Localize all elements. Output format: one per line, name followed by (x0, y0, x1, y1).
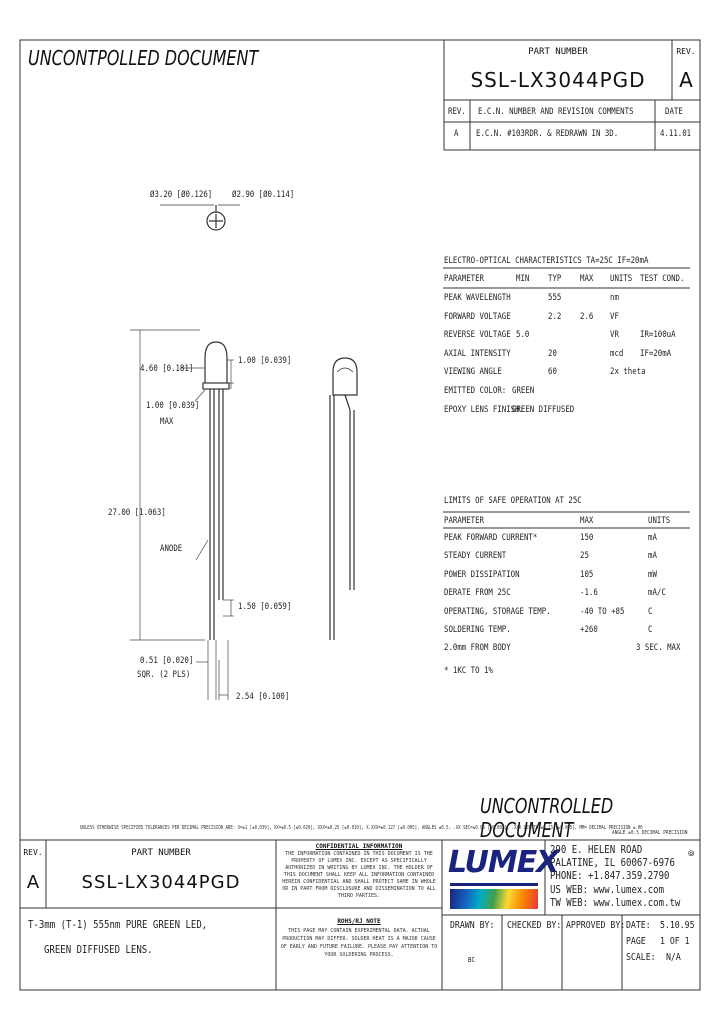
dim-100b: 1.00 [0.039] (146, 401, 200, 411)
eo-cell: VR (610, 330, 619, 341)
dim-150: 1.50 [0.059] (238, 602, 292, 612)
limits-cell: mA/C (648, 588, 666, 599)
anode-label: ANODE (160, 544, 183, 554)
eo-cell: 555 (548, 293, 562, 303)
limits-header-cell: UNITS (648, 516, 671, 526)
eo-cell: 5.0 (516, 330, 530, 341)
limits-cell: 105 (580, 569, 594, 580)
lumex-logo (448, 843, 559, 911)
eo-header-cell: UNITS (610, 274, 633, 284)
limits-cell: -1.6 (580, 588, 598, 599)
rev-value: A (679, 68, 693, 92)
part-number-label: PART NUMBER (528, 47, 588, 57)
rev-table-row-date: 4.11.01 (660, 129, 692, 139)
eo-cell: PEAK WAVELENGTH (444, 293, 511, 303)
limits-cell: mA (648, 551, 657, 562)
limits-cell: 2.0mm FROM BODY (444, 643, 511, 654)
limits-cell: POWER DISSIPATION (444, 569, 520, 580)
eo-cell: IF=20mA (640, 348, 672, 359)
checked-by-label: CHECKED BY: (507, 920, 562, 931)
rev-table-col-ecn: E.C.N. NUMBER AND REVISION COMMENTS (478, 107, 634, 117)
limits-cell: +260 (580, 625, 598, 635)
address-line: PALATINE, IL 60067-6976 (550, 856, 675, 870)
eo-cell: 2x theta (610, 367, 646, 378)
address-line: PHONE: +1.847.359.2790 (550, 869, 670, 883)
address-line: TW WEB: www.lumex.com.tw (550, 895, 681, 909)
uncontrolled-document-bottom: UNCONTROLLED DOCUMENT (480, 794, 614, 842)
lumex-logo-text: LUMEX (448, 845, 559, 880)
limits-cell: mA (648, 533, 657, 543)
limits-cell: DERATE FROM 25C (444, 588, 511, 599)
limits-cell: PEAK FORWARD CURRENT* (444, 533, 538, 543)
drawn-by-label: DRAWN BY: (450, 920, 495, 931)
limits-header-cell: MAX (580, 516, 594, 526)
limits-title: LIMITS OF SAFE OPERATION AT 25C (444, 496, 582, 506)
part-number: SSL-LX3044PGD (470, 68, 646, 92)
approved-by-label: APPROVED BY: (566, 920, 626, 931)
rohs-title: ROHS/RJ NOTE (337, 918, 381, 925)
page-label: PAGE (626, 936, 646, 947)
limits-cell: mW (648, 569, 657, 580)
limits-cell: 25 (580, 551, 589, 562)
limits-cell: STEADY CURRENT (444, 551, 507, 562)
eo-cell: GREEN (512, 386, 535, 396)
footer-rev-label: REV. (23, 848, 43, 857)
date-value: 5.10.95 (660, 920, 695, 931)
eo-header-cell: MAX (580, 274, 594, 284)
eo-header-cell: TEST COND. (640, 274, 685, 284)
tolerance-note-2: ANGLE ±0.5 DECIMAL PRECISION (612, 830, 688, 836)
eo-header-cell: PARAMETER (444, 274, 485, 284)
rohs-text: THIS PAGE MAY CONTAIN EXPERIMENTAL DATA. ACTUAL PRODUCTION MAY DIFFER. SOLDER HEAT IS A MAJOR CAUSE OF EARLY AND FUTURE FAILURE. PLEASE PAY ATTENTION TO YOUR SOLDERING PROCESS. (280, 928, 438, 958)
limits-cell: C (648, 625, 653, 635)
dim-460: 4.60 [0.181] (140, 364, 194, 374)
dim-100: 1.00 [0.039] (238, 356, 292, 366)
rev-table-row-ecn: E.C.N. #103RDR. & REDRAWN IN 3D. (476, 129, 619, 139)
drawn-by-value: BC (468, 956, 475, 964)
address-line: US WEB: www.lumex.com (550, 882, 665, 896)
date-label: DATE: (626, 920, 651, 931)
scale-value: N/A (666, 952, 681, 963)
lumex-logo-spectrum (450, 889, 538, 909)
page-value: 1 OF 1 (660, 936, 690, 947)
sqr-label: SQR. (2 PLS) (137, 670, 191, 680)
eo-header-cell: MIN (516, 274, 530, 284)
limits-cell: C (648, 606, 653, 617)
limits-cell: SOLDERING TEMP. (444, 625, 511, 635)
rev-label: REV. (676, 47, 696, 56)
eo-cell: REVERSE VOLTAGE (444, 330, 511, 341)
rev-table-col-rev: REV. (448, 107, 466, 117)
eo-cell: mcd (610, 348, 624, 359)
dim-top-right: Ø2.90 [Ø0.114] (232, 190, 295, 200)
limits-footnote: * 1KC TO 1% (444, 666, 493, 676)
rev-table-col-date: DATE (665, 107, 683, 117)
page-id-mark: ⦾ (688, 849, 695, 858)
eo-cell: 2.6 (580, 311, 594, 322)
dim-top-left: Ø3.20 [Ø0.126] (150, 190, 213, 200)
eo-cell: nm (610, 293, 619, 303)
scale-label: SCALE: (626, 952, 656, 963)
address-line: 290 E. HELEN ROAD (550, 843, 643, 856)
eo-cell: IR=100uA (640, 330, 676, 341)
uncontrolled-document-top: UNCONTPOLLED DOCUMENT (28, 46, 259, 70)
eo-title: ELECTRO-OPTICAL CHARACTERISTICS TA=25C IF=20mA (444, 256, 649, 266)
eo-cell: AXIAL INTENSITY (444, 348, 511, 359)
description-line: GREEN DIFFUSED LENS. (44, 943, 153, 956)
eo-cell: VIEWING ANGLE (444, 367, 502, 378)
limits-cell: OPERATING, STORAGE TEMP. (444, 606, 551, 617)
eo-cell: 2.2 (548, 311, 562, 322)
eo-cell: FORWARD VOLTAGE (444, 311, 511, 322)
footer-part-number-label: PART NUMBER (131, 848, 191, 858)
eo-cell: GREEN DIFFUSED (512, 404, 575, 415)
limits-header-cell: PARAMETER (444, 516, 485, 526)
eo-cell: EMITTED COLOR: (444, 386, 507, 396)
eo-cell: 60 (548, 367, 557, 378)
tolerance-note: UNLESS OTHERWISE SPECIFIED TOLERANCES PER DECIMAL PRECISION ARE: X=±1 [±0.039], XX=±0.5 [±0.020], XXX=±0.25 [±0.010], X.XXX=±0.127 [±0.005], ANGLES ±0.5, .XX SEC=±0.05 [±0.002], .XXX LENGTH=±0.13 [±0.005], MM= DECIMAL PRECISION ±.00 (80, 825, 643, 831)
dim-2700: 27.00 [1.063] (108, 508, 166, 518)
max-label: MAX (160, 417, 174, 427)
rev-table-row-rev: A (454, 129, 459, 139)
eo-header-cell: TYP (548, 274, 562, 284)
limits-cell: 3 SEC. MAX (636, 643, 681, 654)
limits-cell: 150 (580, 533, 594, 543)
description-line: T-3mm (T-1) 555nm PURE GREEN LED, (28, 918, 208, 931)
eo-cell: 20 (548, 348, 557, 359)
dim-254: 2.54 [0.100] (236, 692, 290, 702)
footer-part-number: SSL-LX3044PGD (81, 872, 241, 893)
dim-050: 0.51 [0.020] (140, 656, 194, 666)
footer-rev-value: A (26, 872, 40, 893)
limits-cell: -40 TO +85 (580, 606, 625, 617)
eo-cell: EPOXY LENS FINISH: (444, 404, 524, 415)
eo-cell: VF (610, 311, 619, 322)
confidential-title: CONFIDENTIAL INFORMATION (315, 843, 403, 850)
confidential-text: THE INFORMATION CONTAINED IN THIS DOCUMENT IS THE PROPERTY OF LUMEX INC. EXCEPT AS SPECIFICALLY AUTHORIZED IN WRITING BY LUMEX INC. THE HOLDER OF THIS DOCUMENT SHALL KEEP ALL INFORMATION CONTAINED HEREIN CONFIDENTIAL AND SHALL PROTECT SAME IN WHOLE OR IN PART FROM DISCLOSURE AND DISSEMINATION TO ALL THIRD PARTIES. (282, 851, 436, 899)
